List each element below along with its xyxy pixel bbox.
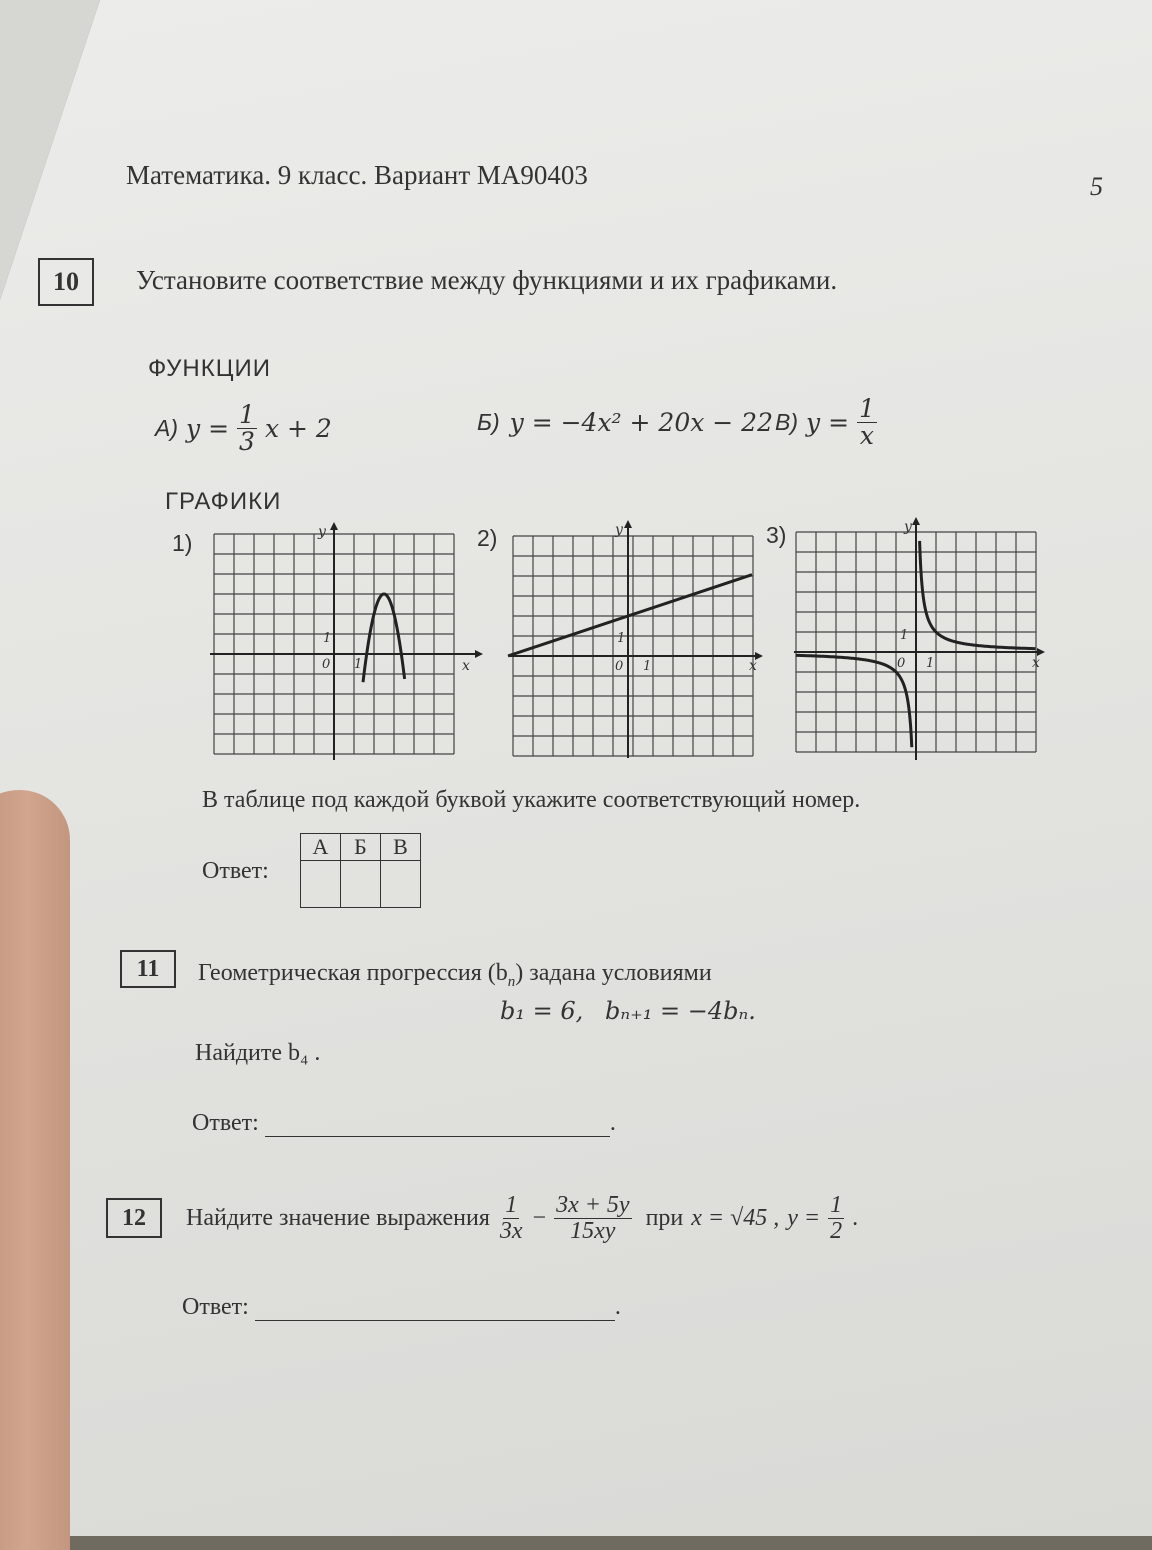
task-11-text-main: Геометрическая прогрессия (b	[198, 960, 508, 986]
answer-cell-a[interactable]	[301, 861, 341, 908]
page-header: Математика. 9 класс. Вариант МА90403	[126, 160, 588, 190]
task-12-at: при	[645, 1205, 684, 1232]
task-12-y-frac	[828, 1193, 844, 1244]
holding-thumb	[0, 790, 70, 1550]
graph-1-origin: 0	[322, 657, 331, 672]
graph-3-label: 3)	[766, 522, 787, 548]
task-11-answer	[192, 1110, 616, 1137]
functions-heading: ФУНКЦИИ	[148, 355, 271, 382]
task-12-minus: −	[532, 1205, 547, 1232]
task-12-frac-1-num: 1	[505, 1192, 518, 1218]
graph-2-y-label: y	[615, 522, 623, 538]
function-v	[775, 396, 877, 450]
task-12-end: .	[852, 1205, 859, 1232]
answer-table-header-b: Б	[341, 834, 381, 861]
task-11-text	[198, 960, 712, 991]
graph-1-label: 1)	[172, 530, 193, 556]
function-a-fraction	[237, 402, 257, 456]
page-number: 5	[1090, 172, 1103, 201]
task-12-answer-field[interactable]	[255, 1296, 615, 1321]
task-11-cond-1: b₁ = 6,	[500, 997, 584, 1025]
task-10-answer-label: Ответ:	[202, 858, 269, 884]
graph-1	[200, 520, 485, 770]
task-11-text-after: ) задана условиями	[515, 960, 712, 986]
graph-3-unit-y: 1	[900, 628, 909, 643]
task-11-answer-end: .	[609, 1110, 616, 1136]
task-12-frac-1-den: 3x	[499, 1218, 523, 1245]
task-12-frac-2-den: 15xy	[570, 1218, 616, 1245]
function-a-suffix: x + 2	[264, 414, 332, 444]
task-11-cond-2: bₙ₊₁ = −4bₙ.	[605, 997, 756, 1025]
task-10-number: 10	[38, 258, 94, 306]
task-11-answer-field[interactable]	[265, 1112, 610, 1137]
graphs-heading: ГРАФИКИ	[165, 488, 282, 515]
graph-1-unit-x: 1	[354, 657, 363, 672]
function-a-frac-num: 1	[239, 400, 255, 429]
graph-1-x-label: x	[462, 658, 470, 674]
graph-1-curve	[363, 594, 405, 682]
graph-1-unit-y: 1	[323, 631, 332, 646]
function-v-letter: В)	[775, 409, 798, 436]
function-a	[155, 402, 332, 456]
function-v-frac-num: 1	[859, 394, 875, 423]
task-12-frac-2-num: 3x + 5y	[556, 1192, 630, 1218]
graph-2-label: 2)	[477, 525, 498, 551]
function-b-formula: y = −4x² + 20x − 22	[509, 408, 773, 437]
graph-2-unit-y: 1	[617, 631, 626, 646]
task-10-title: Установите соответствие между функциями и их графиками.	[136, 265, 838, 295]
task-11-number: 11	[120, 950, 176, 988]
task-11-find: Найдите b₄ .	[195, 1040, 321, 1066]
task-12-answer-label: Ответ:	[182, 1294, 249, 1320]
graph-2	[505, 518, 767, 768]
answer-cell-v[interactable]	[381, 861, 421, 908]
graph-3-curve-left	[796, 655, 912, 747]
task-12-x-cond: x = √45 ,	[691, 1205, 780, 1232]
function-v-frac-den: x	[859, 421, 875, 451]
answer-table	[300, 833, 421, 908]
task-12-y-num: 1	[830, 1192, 843, 1218]
task-12-y-prefix: y =	[787, 1205, 821, 1232]
graph-3-y-label: y	[904, 519, 912, 535]
graph-2-unit-x: 1	[643, 659, 652, 674]
task-12-text	[186, 1193, 858, 1244]
answer-table-header-v: В	[381, 834, 421, 861]
graph-2-grid	[513, 536, 753, 756]
task-11-answer-label: Ответ:	[192, 1110, 259, 1136]
function-v-prefix: y =	[806, 408, 850, 438]
task-12-y-den: 2	[830, 1218, 843, 1245]
task-12-frac-2	[554, 1193, 632, 1244]
answer-cell-b[interactable]	[341, 861, 381, 908]
answer-table-header-a: А	[301, 834, 341, 861]
graph-2-curve	[508, 575, 752, 656]
graph-2-x-label: x	[749, 658, 757, 674]
function-a-prefix: y =	[186, 414, 230, 444]
graph-3-unit-x: 1	[926, 656, 935, 671]
task-12-number: 12	[106, 1198, 162, 1238]
graph-3-x-label: x	[1032, 655, 1040, 671]
task-11-text-sub: n	[507, 973, 516, 990]
task-12-answer-end: .	[614, 1294, 621, 1320]
graph-3	[792, 515, 1048, 770]
function-v-fraction	[857, 396, 877, 450]
task-12-text-main: Найдите значение выражения	[186, 1205, 490, 1232]
task-12-answer	[182, 1294, 621, 1321]
graph-3-origin: 0	[897, 656, 906, 671]
function-a-letter: А)	[155, 415, 178, 442]
function-b	[477, 408, 773, 437]
task-10-instruction: В таблице под каждой буквой укажите соответствующий номер.	[202, 787, 861, 813]
function-b-letter: Б)	[477, 409, 500, 435]
graph-2-origin: 0	[615, 659, 624, 674]
function-a-frac-den: 3	[239, 427, 255, 457]
task-12-frac-1	[498, 1193, 525, 1244]
graph-1-y-label: y	[318, 524, 326, 540]
